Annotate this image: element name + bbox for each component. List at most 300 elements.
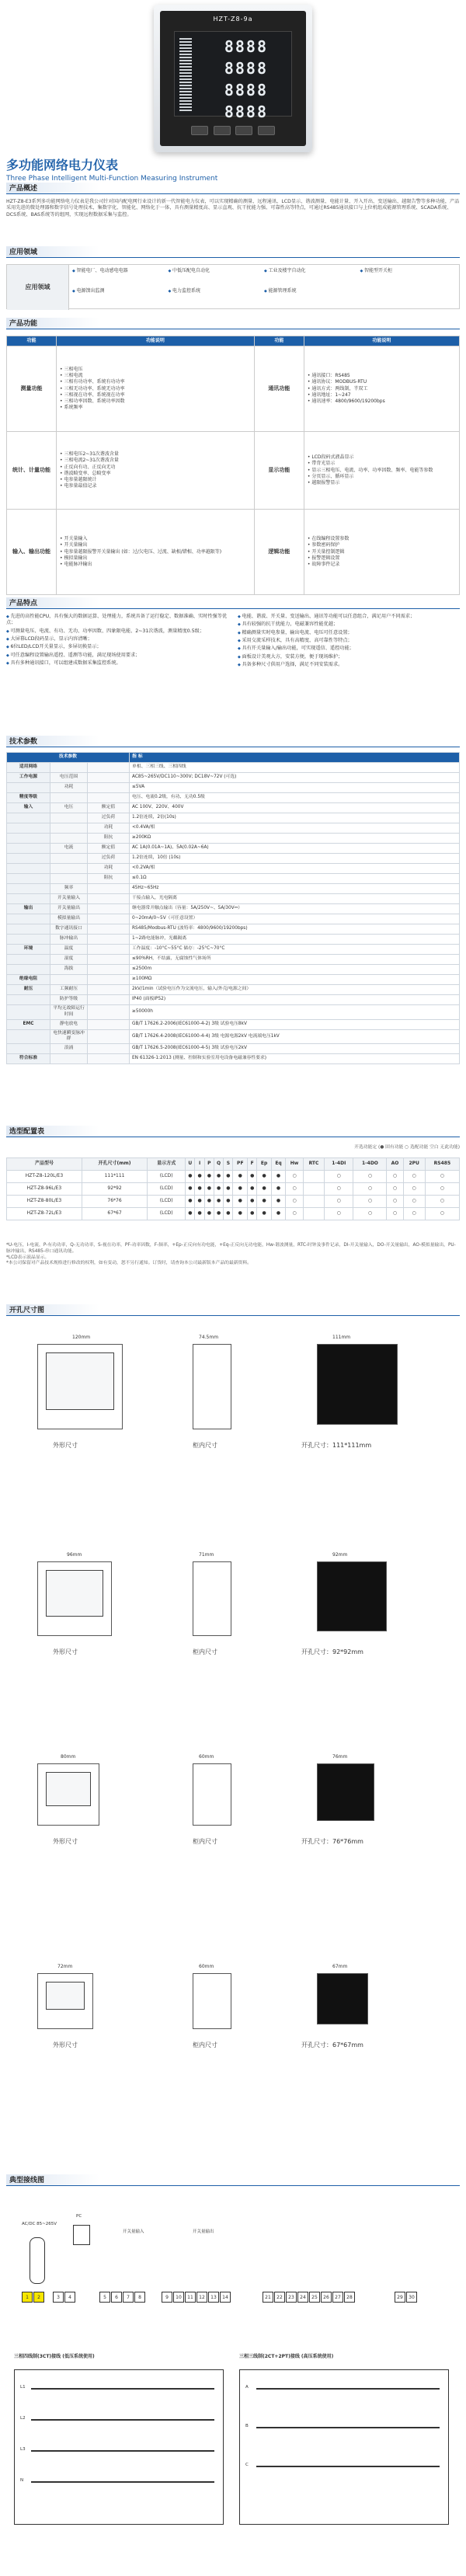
model-cell: ● (214, 1208, 223, 1220)
model-cell: ● (248, 1171, 257, 1183)
model-cell: ○ (286, 1208, 304, 1220)
model-table (6, 1157, 460, 1220)
function-name: 统计、计量功能 (7, 432, 57, 510)
col-header: Hw (286, 1158, 304, 1171)
terminal: 5 (99, 2292, 110, 2303)
spec-sub: 平均无故障运行时间 (50, 1005, 88, 1020)
application-item: ◆ 电力监控系统 (169, 288, 265, 305)
model-cell: 111*111 (82, 1171, 147, 1183)
model-cell: ● (204, 1196, 214, 1208)
spec-value: GB/T 17626.2-2006(IEC61000-4-2) 3级 试验电压8kV (130, 1019, 460, 1029)
power-label: AC/DC 85~265V (22, 2222, 57, 2226)
col-header: 功能 (7, 336, 57, 346)
outer-view (37, 1973, 93, 2029)
function-item: • 分页显示、循环显示 (308, 474, 456, 480)
model-cell: ○ (325, 1196, 353, 1208)
model-cell: ● (233, 1183, 248, 1196)
spec-sub (50, 1054, 88, 1064)
spec-item (88, 924, 130, 935)
function-item: • 开关量输入 (60, 536, 251, 542)
model-cell: ○ (325, 1183, 353, 1196)
model-cell: ● (257, 1171, 271, 1183)
spec-value: ≤0.1Ω (130, 874, 460, 884)
model-cell (303, 1171, 324, 1183)
terminal: 28 (344, 2292, 355, 2303)
diagram-left-title: 三相四线制(3CT)接线 (低压系统使用) (14, 2354, 95, 2359)
model-row (7, 1208, 460, 1220)
model-header-row (7, 1158, 460, 1171)
spec-sub: 电压范围 (50, 773, 88, 783)
phase-label: N (20, 2478, 24, 2483)
function-items (304, 346, 459, 432)
col-header: Ep (257, 1158, 271, 1171)
dimension-row (6, 1546, 460, 1686)
spec-value: AC 1A(0.01A~1A)、5A(0.02A~6A) (130, 844, 460, 854)
function-item: • 电参量越限统计 (60, 477, 251, 483)
dimension-row (6, 1748, 460, 1888)
spec-item (88, 975, 130, 985)
meter-keys (191, 126, 275, 138)
section-title: 应用领域 (9, 249, 38, 256)
spec-item (88, 1029, 130, 1044)
spec-value: AC85~265V/DC110~300V; DC18V~72V (可选) (130, 773, 460, 783)
outer-caption: 外形尺寸 (53, 1442, 78, 1449)
model-note: *U-电压，I-电流，P-有功功率，Q-无功功率，S-视在功率，PF-功率因数，F-频率，+Ep-正反向有功电能，+Eq-正反向无功电能，Hw-谐波测量，RTC-时钟及事件记录，DI-开关量输入，DO-开关量输出，AO-模拟量输出，PU-脉冲输出，RS485-串口通讯功能。 (6, 1243, 456, 1254)
meter-key (191, 126, 208, 135)
spec-category (7, 783, 50, 793)
spec-value: <0.4VA/相 (130, 823, 460, 834)
spec-sub: 静电放电 (50, 1019, 88, 1029)
function-item: • 通讯协议：MODBUS-RTU (308, 379, 456, 385)
section-header-application (6, 247, 460, 258)
spec-sub: 浪涌 (50, 1044, 88, 1054)
terminal-do (162, 2292, 231, 2304)
pc-label: PC (76, 2214, 82, 2219)
model-cell: ● (204, 1208, 214, 1220)
col-header: 功能说明 (304, 336, 459, 346)
spec-value: ≤5VA (130, 783, 460, 793)
fuse-icon (30, 2237, 45, 2284)
function-item: • 模拟量输出 (60, 555, 251, 562)
spec-row (7, 813, 460, 823)
spec-row (7, 985, 460, 995)
spec-item (88, 763, 130, 773)
spec-row (7, 935, 460, 945)
model-cell: ● (271, 1208, 285, 1220)
model-cell: ● (233, 1171, 248, 1183)
col-header: 技术参数 (7, 753, 130, 763)
function-item: • 越限报警显示 (308, 480, 456, 486)
spec-category: 符合标准 (7, 1054, 50, 1064)
spec-row (7, 975, 460, 985)
model-cell: ● (186, 1196, 195, 1208)
spec-row (7, 834, 460, 844)
col-header: 功能说明 (57, 336, 255, 346)
col-header: Q (214, 1158, 223, 1171)
function-item: • LCD段码式液晶显示 (308, 454, 456, 461)
model-cell: ● (195, 1208, 204, 1220)
spec-sub (50, 793, 88, 803)
function-item: • 电能脉冲输出 (60, 562, 251, 568)
phase-line (256, 2466, 440, 2467)
col-header: 1-4DO (353, 1158, 387, 1171)
spec-row (7, 1044, 460, 1054)
model-cell: (LCD) (148, 1183, 186, 1196)
model-cell: HZT-Z8-80L/E3 (7, 1196, 82, 1208)
spec-category (7, 924, 50, 935)
model-cell: ● (214, 1196, 223, 1208)
spec-sub: 电快速瞬变脉冲群 (50, 1029, 88, 1044)
model-cell: ● (204, 1171, 214, 1183)
feature-item: ◆ 具有开关量输入/输出功能，可实现遥信、遥控功能； (238, 646, 459, 652)
lcd-display (174, 31, 292, 121)
spec-category (7, 864, 50, 874)
section-title: 典型接线图 (9, 2177, 45, 2184)
col-header: 产品型号 (7, 1158, 82, 1171)
function-items (304, 510, 459, 595)
phase-label: B (245, 2424, 249, 2428)
spec-value: 单相、三相三线、三相四线 (130, 763, 460, 773)
model-note: *本公司保留对产品技术规格进行修改的权利，如有变动，恕不另行通知。订货时，请查询本公司最新版本产品的最新资料。 (6, 1261, 252, 1266)
spec-category (7, 995, 50, 1005)
application-grid (72, 268, 456, 305)
phase-label: L2 (20, 2416, 26, 2421)
model-cell: ○ (425, 1208, 459, 1220)
screen-outline (46, 1570, 103, 1617)
cutout-caption: 开孔尺寸：92*92mm (301, 1648, 363, 1655)
model-cell: 67*67 (82, 1208, 147, 1220)
col-header: 指 标 (130, 753, 460, 763)
spec-item: 阻抗 (88, 834, 130, 844)
model-cell: ● (214, 1183, 223, 1196)
spec-row (7, 1054, 460, 1064)
model-cell: ● (233, 1196, 248, 1208)
cutout-caption: 开孔尺寸：111*111mm (301, 1442, 372, 1449)
model-cell: ○ (353, 1183, 387, 1196)
model-cell: ● (195, 1196, 204, 1208)
meter-key (258, 126, 275, 135)
phase-line (256, 2427, 440, 2428)
application-item: ◆ 电源馈出监测 (72, 288, 169, 305)
feature-item: ◆ 先进的高性能CPU，具有强大的数据运算、处理能力，系统具备了运行稳定、数据准确、实时性强等优点； (6, 614, 228, 627)
cutout-view (317, 1973, 368, 2024)
function-item: • 正反向有功、正反向无功 (60, 465, 251, 471)
functions-table (6, 336, 460, 595)
feature-item: ◆ 6位LED/LCD开关量显示，多屏切换显示； (6, 644, 228, 650)
depth-label: 60mm (199, 1754, 214, 1760)
spec-value: <0.2VA/相 (130, 864, 460, 874)
screen-outline (46, 1982, 85, 2010)
spec-category: 耐压 (7, 985, 50, 995)
model-cell: ○ (353, 1208, 387, 1220)
model-cell: ● (224, 1208, 233, 1220)
spec-row (7, 773, 460, 783)
terminal: 13 (208, 2292, 219, 2303)
depth-label: 74.5mm (199, 1335, 219, 1340)
cutout-width-label: 92mm (332, 1552, 348, 1558)
col-header: 1-4DI (325, 1158, 353, 1171)
side-caption: 柜内尺寸 (193, 1838, 217, 1845)
meter-key (214, 126, 231, 135)
spec-category (7, 844, 50, 854)
spec-row (7, 844, 460, 854)
lcd-bargraph (179, 37, 192, 111)
model-cell: ● (204, 1183, 214, 1196)
function-item: • 在线编程设置参数 (308, 536, 456, 542)
function-item: • 报警逻辑设置 (308, 555, 456, 562)
function-name: 显示功能 (254, 432, 304, 510)
section-header-overview (6, 183, 460, 194)
cutout-view (317, 1561, 387, 1631)
model-cell: ○ (425, 1196, 459, 1208)
terminal: 3 (53, 2292, 64, 2303)
spec-sub: 开关量输出 (50, 904, 88, 914)
spec-row (7, 1019, 460, 1029)
terminal: 21 (263, 2292, 273, 2303)
title-block (6, 157, 460, 183)
phase-line (31, 2450, 214, 2452)
spec-row (7, 1029, 460, 1044)
terminal: 23 (286, 2292, 297, 2303)
spec-sub: 开关量输入 (50, 894, 88, 904)
cutout-width-label: 76mm (332, 1754, 348, 1760)
outer-view (37, 1763, 99, 1826)
feature-item: ◆ 具有多种通讯接口，可以组建成数据采集监控系统。 (6, 660, 228, 667)
terminal: 6 (111, 2292, 122, 2303)
model-cell: ○ (286, 1196, 304, 1208)
model-cell (303, 1208, 324, 1220)
spec-value: 1.2倍连续，10倍 (10s) (130, 854, 460, 864)
model-cell: 76*76 (82, 1196, 147, 1208)
col-header: 显示方式 (148, 1158, 186, 1171)
col-header: 功能 (254, 336, 304, 346)
section-title: 开孔尺寸图 (9, 1307, 45, 1314)
terminal: 2 (33, 2292, 44, 2303)
model-row (7, 1171, 460, 1183)
spec-category: 工作电源 (7, 773, 50, 783)
section-title: 技术参数 (9, 738, 38, 746)
spec-value: 工作温度：-10°C~55°C 储存：-25°C~70°C (130, 945, 460, 955)
section-header-functions (6, 319, 460, 329)
phase-line (31, 2388, 214, 2390)
spec-category (7, 854, 50, 864)
col-header: AO (387, 1158, 403, 1171)
model-cell: ● (224, 1183, 233, 1196)
spec-value: IP40 (面板IP52) (130, 995, 460, 1005)
hero (0, 0, 466, 155)
application-item: ◆ 中低压配电自动化 (169, 268, 265, 285)
spec-value: ≤2500m (130, 965, 460, 975)
cutout-width-label: 111mm (332, 1335, 351, 1340)
spec-category: 精度等级 (7, 793, 50, 803)
section-header-specs (6, 736, 460, 747)
col-header: U (186, 1158, 195, 1171)
spec-category (7, 823, 50, 834)
function-item: • 开关量输出 (60, 542, 251, 548)
section-title: 选型配置表 (9, 1128, 45, 1136)
spec-item (88, 985, 130, 995)
model-cell: ● (233, 1208, 248, 1220)
spec-value: 1~2路电能脉冲，光耦隔离 (130, 935, 460, 945)
lcd-row: 8888 (224, 81, 268, 99)
width-label: 72mm (57, 1964, 73, 1969)
feature-item: ◆ 精确测量实时电参量，输出电流、电压可任意设置； (238, 630, 459, 636)
diagram-right-frame (239, 2369, 449, 2525)
phase-label: L3 (20, 2447, 26, 2452)
terminal: 8 (134, 2292, 145, 2303)
application-item: ◆ 智能电厂、电动感电电器 (72, 268, 169, 285)
features-right (238, 614, 459, 670)
spec-item: 阻抗 (88, 874, 130, 884)
spec-item (88, 914, 130, 924)
terminal: 30 (406, 2292, 417, 2303)
overview-text: HZT-Z8-E3系列多功能网络电力仪表是我公司针对国内配电网行业设计的新一代智能电力仪表，可以实现精确的测量、远程通讯、LCD显示、谐波测量、电能计量、开入开出、变送输出、越限告警等多种功能，产品采用先进的微处理器和数字信号处理技术，集数字化、智能化、网络化于一体，具有测量精度高、显示直观、抗干扰能力强、可靠性高等特点，可通过RS485通讯接口与上位机组成能源管理系统、SCADA系统、DCS系统、BAS系统等的组网，实现远程数据采集与监控。 (6, 199, 460, 218)
phase-label: L1 (20, 2385, 26, 2390)
model-cell: HZT-Z8-96L/E3 (7, 1183, 82, 1196)
model-cell: ● (248, 1183, 257, 1196)
feature-item: ◆ 可任意编程设置输出遥控、遥测等功能，满足现场使用要求； (6, 653, 228, 659)
spec-category (7, 1005, 50, 1020)
cutout-view (317, 1763, 374, 1821)
spec-sub: 湿度 (50, 955, 88, 965)
meter-label: HZT-Z8-9a (213, 16, 253, 23)
col-header: RTC (303, 1158, 324, 1171)
model-row (7, 1196, 460, 1208)
spec-category (7, 965, 50, 975)
col-header: 开孔尺寸(mm) (82, 1158, 147, 1171)
model-cell: ● (248, 1208, 257, 1220)
spec-value: 0~20mA/0~5V（可任意设置） (130, 914, 460, 924)
terminal-di (99, 2292, 146, 2304)
spec-category (7, 894, 50, 904)
spec-item: 功耗 (88, 823, 130, 834)
model-cell (303, 1183, 324, 1196)
side-caption: 柜内尺寸 (193, 1442, 217, 1449)
spec-value: ≤90%RH，不结露，无腐蚀性气体场所 (130, 955, 460, 965)
spec-row (7, 783, 460, 793)
spec-row (7, 955, 460, 965)
function-item: • 通讯速率：4800/9600/19200bps (308, 399, 456, 405)
lcd-row: 8888 (224, 37, 268, 56)
spec-item: 额定值 (88, 803, 130, 813)
spec-category: EMC (7, 1019, 50, 1029)
function-item: • 带背光显示 (308, 461, 456, 467)
section-header-dimensions (6, 1305, 460, 1316)
spec-sub: 数字通讯接口 (50, 924, 88, 935)
spec-value: GB/T 17626.5-2008(IEC61000-4-5) 3级 试验电压2kV (130, 1044, 460, 1054)
terminal: 22 (274, 2292, 285, 2303)
function-item: • 通讯接口：RS485 (308, 373, 456, 379)
terminal: 7 (123, 2292, 134, 2303)
depth-label: 60mm (199, 1964, 214, 1969)
spec-sub: 功耗 (50, 783, 88, 793)
spec-category (7, 813, 50, 823)
model-cell: ○ (425, 1171, 459, 1183)
feature-item: ◆ 电能、谐波、开关量、变送输出、通讯等功能可以任意组合，满足用户不同需求； (238, 614, 459, 620)
terminal: 11 (185, 2292, 196, 2303)
spec-row (7, 945, 460, 955)
section-header-features (6, 598, 460, 609)
outer-view (37, 1344, 123, 1429)
spec-sub: 工频耐压 (50, 985, 88, 995)
function-name: 逻辑功能 (254, 510, 304, 595)
function-item: • 电参量最值记录 (60, 483, 251, 489)
model-cell: ○ (403, 1208, 425, 1220)
model-cell: ● (271, 1171, 285, 1183)
function-item: • 系统频率 (60, 405, 251, 411)
spec-sub: 海拔 (50, 965, 88, 975)
spec-sub: 温度 (50, 945, 88, 955)
do-label: 开关量输出 (193, 2230, 214, 2234)
function-item: • 开关量控制逻辑 (308, 549, 456, 555)
spec-value: EN 61326-1:2013 (测量、控制和实验室用电设备电磁兼容性要求) (130, 1054, 460, 1064)
model-cell: ● (186, 1208, 195, 1220)
function-items (57, 346, 255, 432)
spec-category (7, 1029, 50, 1044)
function-item: • 通讯地址：1~247 (308, 392, 456, 399)
col-header: PF (233, 1158, 248, 1171)
function-name: 输入、输出功能 (7, 510, 57, 595)
spec-row (7, 874, 460, 884)
function-name: 测量功能 (7, 346, 57, 432)
model-notes (6, 1243, 460, 1267)
spec-row (7, 823, 460, 834)
function-items (304, 432, 459, 510)
phase-line (31, 2481, 214, 2483)
spec-sub (50, 834, 88, 844)
col-header: Eq (271, 1158, 285, 1171)
model-cell: HZT-Z8-72L/E3 (7, 1208, 82, 1220)
side-view (193, 1763, 231, 1826)
model-cell: ● (195, 1183, 204, 1196)
spec-item (88, 1019, 130, 1029)
phase-line (256, 2388, 440, 2390)
spec-row (7, 965, 460, 975)
model-cell: ● (195, 1171, 204, 1183)
models-legend: 开选功能定 (● 固有功能 ○ 选配功能 空白 无此功能) (354, 1145, 460, 1150)
col-header: I (195, 1158, 204, 1171)
spec-value: 电压、电流0.2级，有功、无功0.5级 (130, 793, 460, 803)
function-name: 通讯功能 (254, 346, 304, 432)
spec-sub: 模拟量输出 (50, 914, 88, 924)
model-cell: ○ (353, 1171, 387, 1183)
spec-category: 输入 (7, 803, 50, 813)
page-title: 多功能网络电力仪表 (6, 158, 119, 172)
side-view (193, 1973, 231, 2029)
lcd-row: 8888 (224, 59, 268, 78)
model-cell: ● (271, 1196, 285, 1208)
spec-item (88, 935, 130, 945)
function-item: • 三相电压 (60, 367, 251, 373)
terminal: 12 (196, 2292, 207, 2303)
width-label: 120mm (72, 1335, 91, 1340)
function-item: • 通讯方式：两线制，半双工 (308, 386, 456, 392)
spec-item (88, 945, 130, 955)
col-header: F (248, 1158, 257, 1171)
spec-category: 环境 (7, 945, 50, 955)
spec-category (7, 1044, 50, 1054)
terminal-ao (395, 2292, 418, 2304)
depth-label: 71mm (199, 1552, 214, 1558)
model-cell: ○ (387, 1183, 403, 1196)
section-title: 产品概述 (9, 185, 38, 193)
screen-outline (46, 1352, 114, 1410)
spec-sub: 脉冲输出 (50, 935, 88, 945)
col-header: S (224, 1158, 233, 1171)
spec-sub (50, 975, 88, 985)
spec-item (88, 995, 130, 1005)
spec-category (7, 955, 50, 965)
